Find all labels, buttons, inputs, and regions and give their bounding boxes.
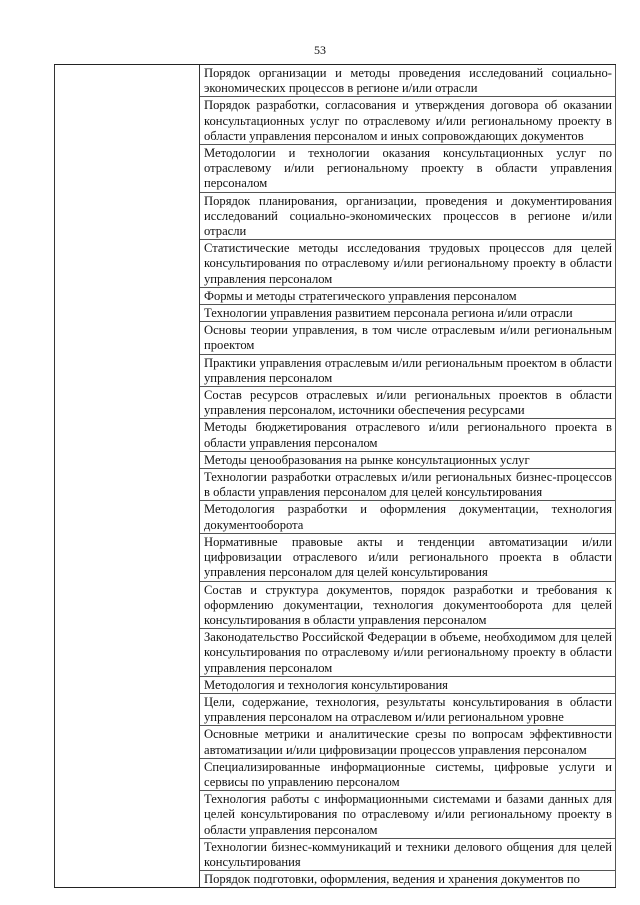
table-row: Методология и технология консультирования (199, 677, 615, 694)
table-row: Методы бюджетирования отраслевого и/или регионального проекта в области управления персоналом (199, 419, 615, 451)
table-row: Технологии бизнес-коммуникаций и техники делового общения для целей консультирования (199, 839, 615, 871)
page-number: 53 (314, 43, 326, 57)
requirements-table (54, 64, 616, 888)
table-row: Основы теории управления, в том числе отраслевым и/или региональным проектом (199, 322, 615, 354)
table-row: Технология работы с информационными системами и базами данных для целей консультирования по отраслевому и/или региональному проекту в области управления персоналом (199, 791, 615, 839)
table-row: Технологии управления развитием персонала региона и/или отрасли (199, 305, 615, 322)
table-row: Формы и методы стратегического управления персоналом (199, 288, 615, 305)
table-row: Методы ценообразования на рынке консультационных услуг (199, 452, 615, 469)
table-row: Состав ресурсов отраслевых и/или региональных проектов в области управления персоналом, источники обеспечения ресурсами (199, 387, 615, 419)
table-row: Порядок разработки, согласования и утверждения договора об оказании консультационных услуг по отраслевому и/или региональному проекту в области управления персоналом и иных сопровождающих документов (199, 97, 615, 145)
table-row: Нормативные правовые акты и тенденции автоматизации и/или цифровизации отраслевого и/или регионального проекта в области управления персоналом для целей консультирования (199, 534, 615, 582)
table-row: Основные метрики и аналитические срезы по вопросам эффективности автоматизации и/или цифровизации процессов управления персоналом (199, 726, 615, 758)
table-row: Методологии и технологии оказания консультационных услуг по отраслевому и/или региональному проекту в области управления персоналом (199, 145, 615, 193)
table-row: Методология разработки и оформления документации, технология документооборота (199, 501, 615, 533)
table-row: Законодательство Российской Федерации в объеме, необходимом для целей консультирования по отраслевому и/или региональному проекту в области управления персоналом (199, 629, 615, 677)
table-row: Статистические методы исследования трудовых процессов для целей консультирования по отраслевому и/или региональному проекту в области управления персоналом (199, 240, 615, 288)
table-row: Специализированные информационные системы, цифровые услуги и сервисы по управлению персоналом (199, 759, 615, 791)
table-row: Практики управления отраслевым и/или региональным проектом в области управления персоналом (199, 355, 615, 387)
table-row: Порядок планирования, организации, проведения и документирования исследований социально-экономических процессов в регионе и/или отрасли (199, 193, 615, 241)
knowledge-list (199, 65, 616, 887)
table-row: Порядок подготовки, оформления, ведения и хранения документов по (204, 872, 580, 887)
table-row: Состав и структура документов, порядок разработки и требования к оформлению документации, технология документооборота для целей консультирования в области управления персоналом (199, 582, 615, 630)
empty-label-column (54, 65, 200, 887)
table-row: Технологии разработки отраслевых и/или региональных бизнес-процессов в области управления персоналом для целей консультирования (199, 469, 615, 501)
table-row: Порядок организации и методы проведения исследований социально-экономических процессов в регионе и/или отрасли (199, 65, 615, 97)
table-row: Цели, содержание, технология, результаты консультирования в области управления персоналом на отраслевом и/или региональном уровне (199, 694, 615, 726)
